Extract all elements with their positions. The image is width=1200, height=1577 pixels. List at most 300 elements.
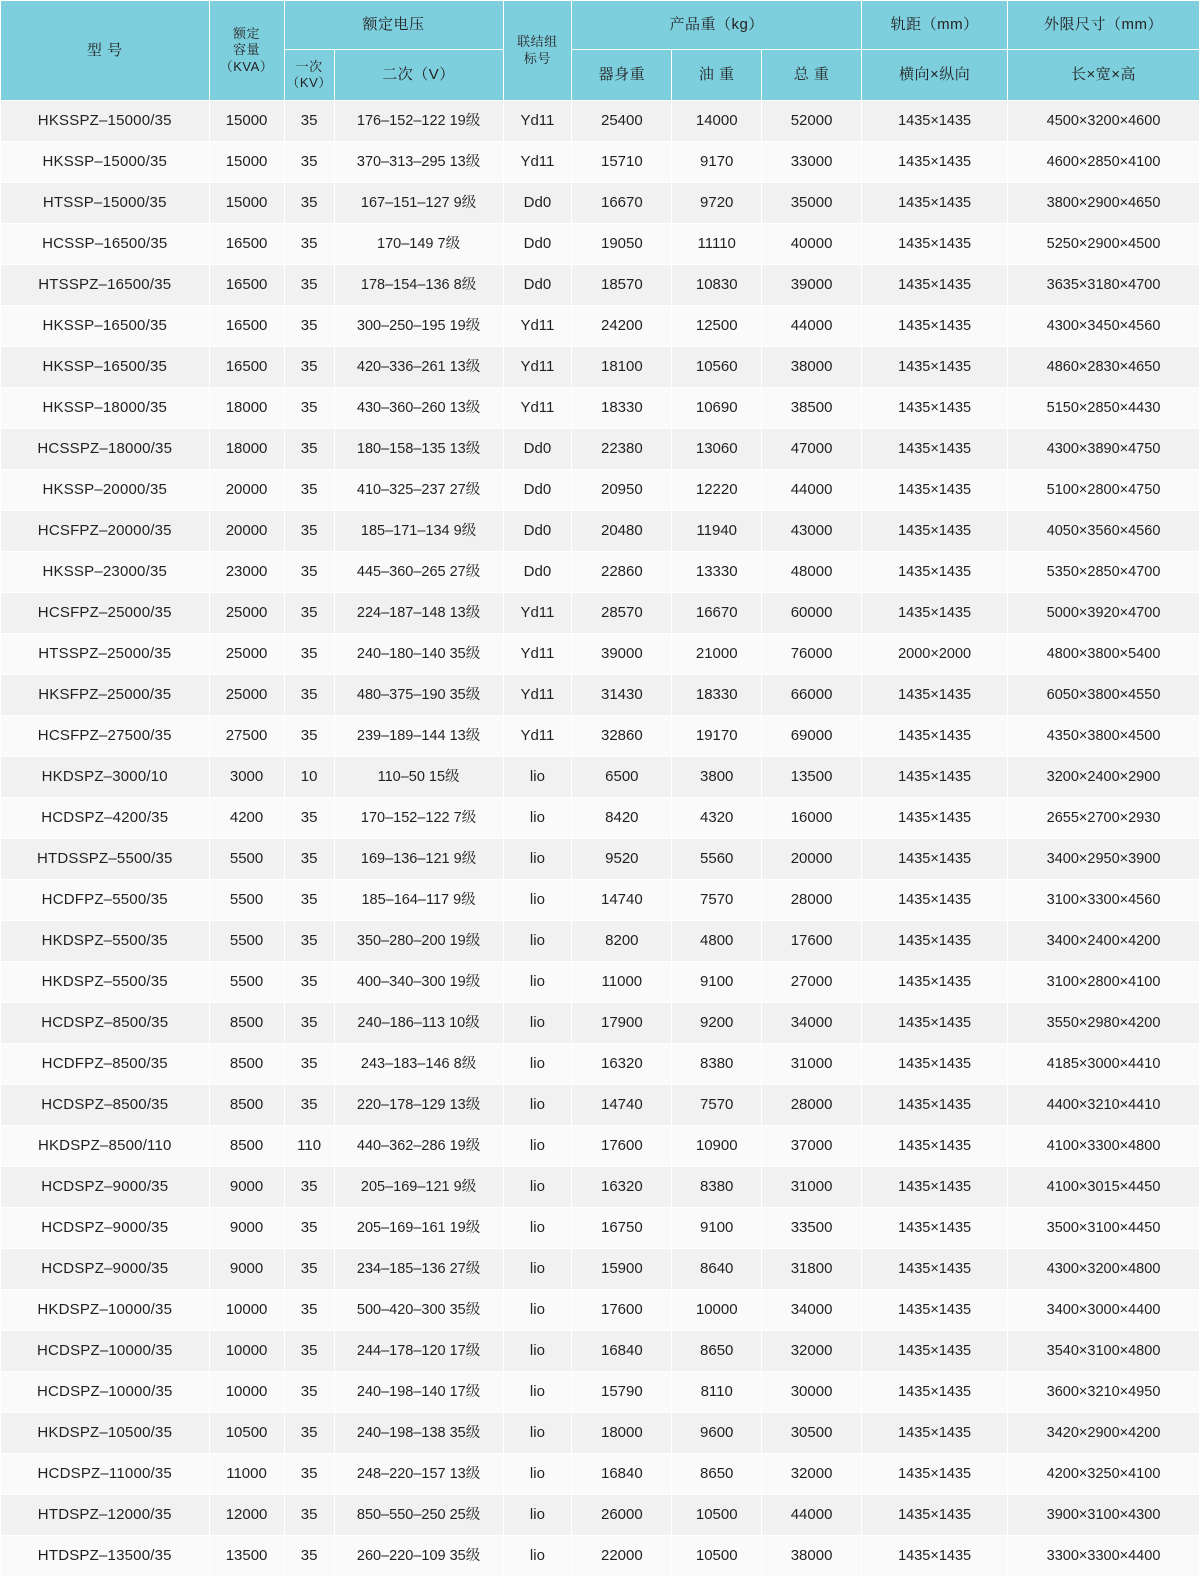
cell-secondary-voltage: 185–171–134 9级 bbox=[334, 511, 503, 552]
table-row bbox=[1, 1454, 1200, 1495]
cell-capacity: 5500 bbox=[209, 962, 284, 1003]
header-primary-line1: 一次 bbox=[295, 58, 323, 74]
table-row bbox=[1, 142, 1200, 183]
cell-connection-group: lio bbox=[503, 1454, 572, 1495]
cell-primary-voltage: 35 bbox=[284, 1413, 334, 1454]
cell-connection-group: lio bbox=[503, 1208, 572, 1249]
cell-model: HCDFPZ–8500/35 bbox=[1, 1044, 210, 1085]
cell-oil-weight: 8110 bbox=[672, 1372, 762, 1413]
cell-model: HCDFPZ–5500/35 bbox=[1, 880, 210, 921]
cell-secondary-voltage: 240–186–113 10级 bbox=[334, 1003, 503, 1044]
cell-primary-voltage: 35 bbox=[284, 388, 334, 429]
cell-body-weight: 16670 bbox=[572, 183, 672, 224]
cell-model: HKDSPZ–10000/35 bbox=[1, 1290, 210, 1331]
cell-outline: 4300×3200×4800 bbox=[1008, 1249, 1200, 1290]
cell-oil-weight: 8380 bbox=[672, 1167, 762, 1208]
cell-capacity: 9000 bbox=[209, 1167, 284, 1208]
cell-outline: 4100×3300×4800 bbox=[1008, 1126, 1200, 1167]
cell-oil-weight: 11940 bbox=[672, 511, 762, 552]
cell-oil-weight: 8380 bbox=[672, 1044, 762, 1085]
cell-model: HTSSP–15000/35 bbox=[1, 183, 210, 224]
cell-outline: 3600×3210×4950 bbox=[1008, 1372, 1200, 1413]
cell-primary-voltage: 35 bbox=[284, 1044, 334, 1085]
cell-model: HCDSPZ–10000/35 bbox=[1, 1331, 210, 1372]
cell-capacity: 16500 bbox=[209, 265, 284, 306]
cell-outline: 6050×3800×4550 bbox=[1008, 675, 1200, 716]
header-model: 型 号 bbox=[1, 1, 210, 101]
cell-model: HKSSP–15000/35 bbox=[1, 142, 210, 183]
header-gauge-sub: 横向×纵向 bbox=[862, 50, 1008, 101]
cell-total-weight: 38000 bbox=[762, 347, 862, 388]
cell-connection-group: lio bbox=[503, 1290, 572, 1331]
cell-body-weight: 6500 bbox=[572, 757, 672, 798]
cell-gauge: 1435×1435 bbox=[862, 429, 1008, 470]
cell-outline: 4800×3800×5400 bbox=[1008, 634, 1200, 675]
cell-capacity: 10500 bbox=[209, 1413, 284, 1454]
cell-secondary-voltage: 185–164–117 9级 bbox=[334, 880, 503, 921]
cell-secondary-voltage: 430–360–260 13级 bbox=[334, 388, 503, 429]
cell-capacity: 10000 bbox=[209, 1372, 284, 1413]
cell-oil-weight: 8650 bbox=[672, 1331, 762, 1372]
cell-secondary-voltage: 300–250–195 19级 bbox=[334, 306, 503, 347]
header-rated-voltage: 额定电压 bbox=[284, 1, 503, 50]
cell-outline: 3400×2950×3900 bbox=[1008, 839, 1200, 880]
cell-connection-group: Dd0 bbox=[503, 429, 572, 470]
cell-total-weight: 44000 bbox=[762, 1495, 862, 1536]
cell-model: HKDSPZ–5500/35 bbox=[1, 921, 210, 962]
cell-outline: 5000×3920×4700 bbox=[1008, 593, 1200, 634]
cell-secondary-voltage: 205–169–161 19级 bbox=[334, 1208, 503, 1249]
cell-model: HKDSPZ–8500/110 bbox=[1, 1126, 210, 1167]
cell-model: HKSSP–23000/35 bbox=[1, 552, 210, 593]
cell-model: HCSSP–16500/35 bbox=[1, 224, 210, 265]
cell-primary-voltage: 110 bbox=[284, 1126, 334, 1167]
cell-body-weight: 18330 bbox=[572, 388, 672, 429]
cell-capacity: 20000 bbox=[209, 511, 284, 552]
cell-total-weight: 20000 bbox=[762, 839, 862, 880]
cell-gauge: 1435×1435 bbox=[862, 1085, 1008, 1126]
cell-outline: 3400×3000×4400 bbox=[1008, 1290, 1200, 1331]
table-row bbox=[1, 880, 1200, 921]
cell-capacity: 9000 bbox=[209, 1249, 284, 1290]
cell-primary-voltage: 35 bbox=[284, 101, 334, 142]
cell-primary-voltage: 35 bbox=[284, 921, 334, 962]
cell-total-weight: 28000 bbox=[762, 1085, 862, 1126]
cell-gauge: 1435×1435 bbox=[862, 1290, 1008, 1331]
cell-body-weight: 19050 bbox=[572, 224, 672, 265]
cell-oil-weight: 14000 bbox=[672, 101, 762, 142]
cell-model: HKSSPZ–15000/35 bbox=[1, 101, 210, 142]
header-group-line2: 标号 bbox=[523, 50, 551, 66]
cell-total-weight: 28000 bbox=[762, 880, 862, 921]
cell-connection-group: lio bbox=[503, 1413, 572, 1454]
table-row bbox=[1, 1167, 1200, 1208]
cell-gauge: 1435×1435 bbox=[862, 552, 1008, 593]
cell-connection-group: lio bbox=[503, 1085, 572, 1126]
table-row bbox=[1, 1208, 1200, 1249]
cell-secondary-voltage: 240–180–140 35级 bbox=[334, 634, 503, 675]
cell-gauge: 1435×1435 bbox=[862, 101, 1008, 142]
cell-primary-voltage: 35 bbox=[284, 1208, 334, 1249]
header-capacity-line1: 额定 bbox=[233, 26, 261, 42]
cell-oil-weight: 10500 bbox=[672, 1536, 762, 1577]
table-row bbox=[1, 183, 1200, 224]
cell-primary-voltage: 35 bbox=[284, 675, 334, 716]
cell-gauge: 1435×1435 bbox=[862, 306, 1008, 347]
cell-gauge: 1435×1435 bbox=[862, 388, 1008, 429]
cell-total-weight: 39000 bbox=[762, 265, 862, 306]
cell-oil-weight: 10560 bbox=[672, 347, 762, 388]
cell-connection-group: Yd11 bbox=[503, 306, 572, 347]
cell-model: HCDSPZ–9000/35 bbox=[1, 1249, 210, 1290]
cell-model: HCSFPZ–27500/35 bbox=[1, 716, 210, 757]
cell-oil-weight: 10500 bbox=[672, 1495, 762, 1536]
cell-oil-weight: 9100 bbox=[672, 962, 762, 1003]
cell-secondary-voltage: 170–149 7级 bbox=[334, 224, 503, 265]
cell-capacity: 25000 bbox=[209, 593, 284, 634]
cell-connection-group: lio bbox=[503, 757, 572, 798]
cell-total-weight: 60000 bbox=[762, 593, 862, 634]
cell-model: HCDSPZ–10000/35 bbox=[1, 1372, 210, 1413]
cell-body-weight: 39000 bbox=[572, 634, 672, 675]
cell-primary-voltage: 35 bbox=[284, 962, 334, 1003]
header-secondary-voltage: 二次（V） bbox=[334, 50, 503, 101]
cell-body-weight: 8420 bbox=[572, 798, 672, 839]
cell-primary-voltage: 35 bbox=[284, 1495, 334, 1536]
cell-model: HKSSP–16500/35 bbox=[1, 347, 210, 388]
cell-body-weight: 24200 bbox=[572, 306, 672, 347]
cell-total-weight: 47000 bbox=[762, 429, 862, 470]
cell-gauge: 1435×1435 bbox=[862, 1249, 1008, 1290]
header-oil-weight: 油 重 bbox=[672, 50, 762, 101]
cell-body-weight: 14740 bbox=[572, 1085, 672, 1126]
cell-connection-group: lio bbox=[503, 798, 572, 839]
cell-total-weight: 17600 bbox=[762, 921, 862, 962]
cell-gauge: 1435×1435 bbox=[862, 716, 1008, 757]
cell-gauge: 1435×1435 bbox=[862, 347, 1008, 388]
cell-capacity: 13500 bbox=[209, 1536, 284, 1577]
cell-connection-group: lio bbox=[503, 839, 572, 880]
cell-capacity: 5500 bbox=[209, 880, 284, 921]
cell-total-weight: 76000 bbox=[762, 634, 862, 675]
cell-total-weight: 32000 bbox=[762, 1454, 862, 1495]
cell-outline: 4500×3200×4600 bbox=[1008, 101, 1200, 142]
cell-secondary-voltage: 240–198–138 35级 bbox=[334, 1413, 503, 1454]
cell-body-weight: 9520 bbox=[572, 839, 672, 880]
cell-secondary-voltage: 234–185–136 27级 bbox=[334, 1249, 503, 1290]
cell-capacity: 18000 bbox=[209, 388, 284, 429]
table-header bbox=[1, 1, 1200, 101]
cell-primary-voltage: 35 bbox=[284, 1372, 334, 1413]
cell-primary-voltage: 35 bbox=[284, 511, 334, 552]
cell-body-weight: 14740 bbox=[572, 880, 672, 921]
cell-outline: 3540×3100×4800 bbox=[1008, 1331, 1200, 1372]
cell-total-weight: 44000 bbox=[762, 306, 862, 347]
cell-capacity: 4200 bbox=[209, 798, 284, 839]
cell-model: HCSFPZ–25000/35 bbox=[1, 593, 210, 634]
table-row bbox=[1, 552, 1200, 593]
cell-primary-voltage: 35 bbox=[284, 1290, 334, 1331]
table-row bbox=[1, 101, 1200, 142]
table-row bbox=[1, 1413, 1200, 1454]
cell-body-weight: 17900 bbox=[572, 1003, 672, 1044]
cell-secondary-voltage: 169–136–121 9级 bbox=[334, 839, 503, 880]
cell-oil-weight: 13330 bbox=[672, 552, 762, 593]
cell-capacity: 16500 bbox=[209, 224, 284, 265]
cell-total-weight: 31000 bbox=[762, 1044, 862, 1085]
cell-gauge: 1435×1435 bbox=[862, 1167, 1008, 1208]
table-row bbox=[1, 1536, 1200, 1577]
table-row bbox=[1, 593, 1200, 634]
cell-total-weight: 33500 bbox=[762, 1208, 862, 1249]
cell-oil-weight: 9720 bbox=[672, 183, 762, 224]
cell-capacity: 12000 bbox=[209, 1495, 284, 1536]
header-outline-sub: 长×宽×高 bbox=[1008, 50, 1200, 101]
table-row bbox=[1, 1495, 1200, 1536]
cell-connection-group: Dd0 bbox=[503, 224, 572, 265]
cell-gauge: 1435×1435 bbox=[862, 1495, 1008, 1536]
cell-secondary-voltage: 850–550–250 25级 bbox=[334, 1495, 503, 1536]
table-row bbox=[1, 839, 1200, 880]
cell-outline: 4400×3210×4410 bbox=[1008, 1085, 1200, 1126]
header-capacity-line2: 容量 bbox=[233, 42, 261, 58]
cell-primary-voltage: 35 bbox=[284, 798, 334, 839]
cell-outline: 4185×3000×4410 bbox=[1008, 1044, 1200, 1085]
cell-body-weight: 15710 bbox=[572, 142, 672, 183]
cell-connection-group: lio bbox=[503, 1495, 572, 1536]
cell-connection-group: Dd0 bbox=[503, 183, 572, 224]
cell-outline: 2655×2700×2930 bbox=[1008, 798, 1200, 839]
cell-oil-weight: 7570 bbox=[672, 1085, 762, 1126]
cell-connection-group: Yd11 bbox=[503, 593, 572, 634]
cell-primary-voltage: 35 bbox=[284, 1167, 334, 1208]
cell-secondary-voltage: 248–220–157 13级 bbox=[334, 1454, 503, 1495]
cell-capacity: 10000 bbox=[209, 1331, 284, 1372]
cell-secondary-voltage: 110–50 15级 bbox=[334, 757, 503, 798]
cell-capacity: 18000 bbox=[209, 429, 284, 470]
cell-model: HKSFPZ–25000/35 bbox=[1, 675, 210, 716]
table-row bbox=[1, 757, 1200, 798]
cell-oil-weight: 10830 bbox=[672, 265, 762, 306]
cell-oil-weight: 7570 bbox=[672, 880, 762, 921]
header-capacity bbox=[209, 1, 284, 101]
cell-oil-weight: 11110 bbox=[672, 224, 762, 265]
cell-primary-voltage: 35 bbox=[284, 880, 334, 921]
cell-capacity: 15000 bbox=[209, 183, 284, 224]
cell-primary-voltage: 35 bbox=[284, 1249, 334, 1290]
cell-outline: 3400×2400×4200 bbox=[1008, 921, 1200, 962]
cell-oil-weight: 8640 bbox=[672, 1249, 762, 1290]
cell-primary-voltage: 35 bbox=[284, 142, 334, 183]
cell-connection-group: lio bbox=[503, 1126, 572, 1167]
cell-oil-weight: 9100 bbox=[672, 1208, 762, 1249]
table-row bbox=[1, 265, 1200, 306]
table-row bbox=[1, 1290, 1200, 1331]
cell-total-weight: 43000 bbox=[762, 511, 862, 552]
cell-model: HTDSPZ–13500/35 bbox=[1, 1536, 210, 1577]
cell-outline: 3550×2980×4200 bbox=[1008, 1003, 1200, 1044]
cell-model: HCDSPZ–9000/35 bbox=[1, 1208, 210, 1249]
cell-body-weight: 20480 bbox=[572, 511, 672, 552]
cell-primary-voltage: 35 bbox=[284, 1536, 334, 1577]
cell-oil-weight: 18330 bbox=[672, 675, 762, 716]
cell-primary-voltage: 35 bbox=[284, 470, 334, 511]
header-capacity-unit: （KVA） bbox=[219, 58, 274, 74]
cell-outline: 4300×3890×4750 bbox=[1008, 429, 1200, 470]
cell-secondary-voltage: 370–313–295 13级 bbox=[334, 142, 503, 183]
cell-total-weight: 35000 bbox=[762, 183, 862, 224]
cell-connection-group: Dd0 bbox=[503, 265, 572, 306]
cell-total-weight: 34000 bbox=[762, 1003, 862, 1044]
cell-primary-voltage: 35 bbox=[284, 1085, 334, 1126]
cell-primary-voltage: 35 bbox=[284, 306, 334, 347]
cell-body-weight: 22000 bbox=[572, 1536, 672, 1577]
cell-oil-weight: 9170 bbox=[672, 142, 762, 183]
cell-outline: 4300×3450×4560 bbox=[1008, 306, 1200, 347]
cell-primary-voltage: 35 bbox=[284, 1003, 334, 1044]
cell-outline: 4600×2850×4100 bbox=[1008, 142, 1200, 183]
cell-gauge: 1435×1435 bbox=[862, 1044, 1008, 1085]
cell-connection-group: lio bbox=[503, 1372, 572, 1413]
cell-secondary-voltage: 239–189–144 13级 bbox=[334, 716, 503, 757]
table-row bbox=[1, 1003, 1200, 1044]
cell-secondary-voltage: 167–151–127 9级 bbox=[334, 183, 503, 224]
cell-outline: 4050×3560×4560 bbox=[1008, 511, 1200, 552]
cell-connection-group: lio bbox=[503, 1044, 572, 1085]
cell-total-weight: 38500 bbox=[762, 388, 862, 429]
cell-gauge: 1435×1435 bbox=[862, 839, 1008, 880]
cell-oil-weight: 10690 bbox=[672, 388, 762, 429]
cell-body-weight: 16750 bbox=[572, 1208, 672, 1249]
header-body-weight: 器身重 bbox=[572, 50, 672, 101]
cell-gauge: 1435×1435 bbox=[862, 1331, 1008, 1372]
cell-total-weight: 66000 bbox=[762, 675, 862, 716]
cell-connection-group: lio bbox=[503, 962, 572, 1003]
cell-capacity: 5500 bbox=[209, 921, 284, 962]
table-row bbox=[1, 921, 1200, 962]
cell-gauge: 1435×1435 bbox=[862, 183, 1008, 224]
cell-total-weight: 31000 bbox=[762, 1167, 862, 1208]
cell-secondary-voltage: 178–154–136 8级 bbox=[334, 265, 503, 306]
cell-connection-group: Yd11 bbox=[503, 716, 572, 757]
cell-oil-weight: 5560 bbox=[672, 839, 762, 880]
cell-connection-group: Yd11 bbox=[503, 634, 572, 675]
cell-capacity: 16500 bbox=[209, 306, 284, 347]
table-row bbox=[1, 1044, 1200, 1085]
cell-model: HCSFPZ–20000/35 bbox=[1, 511, 210, 552]
header-connection-group bbox=[503, 1, 572, 101]
cell-capacity: 8500 bbox=[209, 1003, 284, 1044]
cell-primary-voltage: 35 bbox=[284, 552, 334, 593]
cell-gauge: 1435×1435 bbox=[862, 1372, 1008, 1413]
table-row bbox=[1, 1372, 1200, 1413]
cell-outline: 4350×3800×4500 bbox=[1008, 716, 1200, 757]
cell-total-weight: 16000 bbox=[762, 798, 862, 839]
cell-model: HCSSPZ–18000/35 bbox=[1, 429, 210, 470]
cell-outline: 5350×2850×4700 bbox=[1008, 552, 1200, 593]
cell-secondary-voltage: 243–183–146 8级 bbox=[334, 1044, 503, 1085]
cell-outline: 3635×3180×4700 bbox=[1008, 265, 1200, 306]
table-row bbox=[1, 1126, 1200, 1167]
cell-capacity: 8500 bbox=[209, 1085, 284, 1126]
cell-capacity: 5500 bbox=[209, 839, 284, 880]
cell-connection-group: lio bbox=[503, 1167, 572, 1208]
cell-primary-voltage: 35 bbox=[284, 716, 334, 757]
cell-capacity: 8500 bbox=[209, 1126, 284, 1167]
header-gauge: 轨距（mm） bbox=[862, 1, 1008, 50]
cell-oil-weight: 16670 bbox=[672, 593, 762, 634]
cell-oil-weight: 10000 bbox=[672, 1290, 762, 1331]
cell-total-weight: 32000 bbox=[762, 1331, 862, 1372]
cell-model: HCDSPZ–8500/35 bbox=[1, 1085, 210, 1126]
cell-outline: 3800×2900×4650 bbox=[1008, 183, 1200, 224]
cell-outline: 3500×3100×4450 bbox=[1008, 1208, 1200, 1249]
cell-primary-voltage: 35 bbox=[284, 224, 334, 265]
cell-model: HKSSP–16500/35 bbox=[1, 306, 210, 347]
cell-gauge: 1435×1435 bbox=[862, 470, 1008, 511]
cell-body-weight: 22380 bbox=[572, 429, 672, 470]
cell-model: HKSSP–18000/35 bbox=[1, 388, 210, 429]
cell-connection-group: lio bbox=[503, 1249, 572, 1290]
cell-total-weight: 52000 bbox=[762, 101, 862, 142]
cell-body-weight: 26000 bbox=[572, 1495, 672, 1536]
table-row bbox=[1, 675, 1200, 716]
cell-total-weight: 44000 bbox=[762, 470, 862, 511]
cell-model: HKDSPZ–3000/10 bbox=[1, 757, 210, 798]
cell-secondary-voltage: 240–198–140 17级 bbox=[334, 1372, 503, 1413]
cell-oil-weight: 21000 bbox=[672, 634, 762, 675]
cell-capacity: 16500 bbox=[209, 347, 284, 388]
cell-body-weight: 25400 bbox=[572, 101, 672, 142]
cell-outline: 3100×2800×4100 bbox=[1008, 962, 1200, 1003]
cell-primary-voltage: 35 bbox=[284, 593, 334, 634]
cell-connection-group: Yd11 bbox=[503, 101, 572, 142]
cell-body-weight: 17600 bbox=[572, 1126, 672, 1167]
table-row bbox=[1, 1249, 1200, 1290]
cell-body-weight: 15900 bbox=[572, 1249, 672, 1290]
cell-total-weight: 48000 bbox=[762, 552, 862, 593]
cell-total-weight: 31800 bbox=[762, 1249, 862, 1290]
cell-gauge: 1435×1435 bbox=[862, 921, 1008, 962]
cell-capacity: 11000 bbox=[209, 1454, 284, 1495]
cell-model: HKDSPZ–10500/35 bbox=[1, 1413, 210, 1454]
cell-connection-group: lio bbox=[503, 921, 572, 962]
cell-primary-voltage: 35 bbox=[284, 1454, 334, 1495]
cell-gauge: 1435×1435 bbox=[862, 880, 1008, 921]
cell-secondary-voltage: 205–169–121 9级 bbox=[334, 1167, 503, 1208]
cell-connection-group: Yd11 bbox=[503, 675, 572, 716]
cell-primary-voltage: 10 bbox=[284, 757, 334, 798]
cell-total-weight: 30500 bbox=[762, 1413, 862, 1454]
cell-gauge: 2000×2000 bbox=[862, 634, 1008, 675]
cell-outline: 3900×3100×4300 bbox=[1008, 1495, 1200, 1536]
cell-secondary-voltage: 480–375–190 35级 bbox=[334, 675, 503, 716]
cell-outline: 3100×3300×4560 bbox=[1008, 880, 1200, 921]
cell-gauge: 1435×1435 bbox=[862, 1003, 1008, 1044]
cell-gauge: 1435×1435 bbox=[862, 593, 1008, 634]
cell-body-weight: 16320 bbox=[572, 1167, 672, 1208]
cell-gauge: 1435×1435 bbox=[862, 1126, 1008, 1167]
cell-connection-group: lio bbox=[503, 1331, 572, 1372]
cell-secondary-voltage: 445–360–265 27级 bbox=[334, 552, 503, 593]
table-row bbox=[1, 716, 1200, 757]
cell-oil-weight: 19170 bbox=[672, 716, 762, 757]
cell-gauge: 1435×1435 bbox=[862, 798, 1008, 839]
cell-secondary-voltage: 170–152–122 7级 bbox=[334, 798, 503, 839]
cell-primary-voltage: 35 bbox=[284, 183, 334, 224]
cell-connection-group: lio bbox=[503, 1536, 572, 1577]
table-row bbox=[1, 1331, 1200, 1372]
